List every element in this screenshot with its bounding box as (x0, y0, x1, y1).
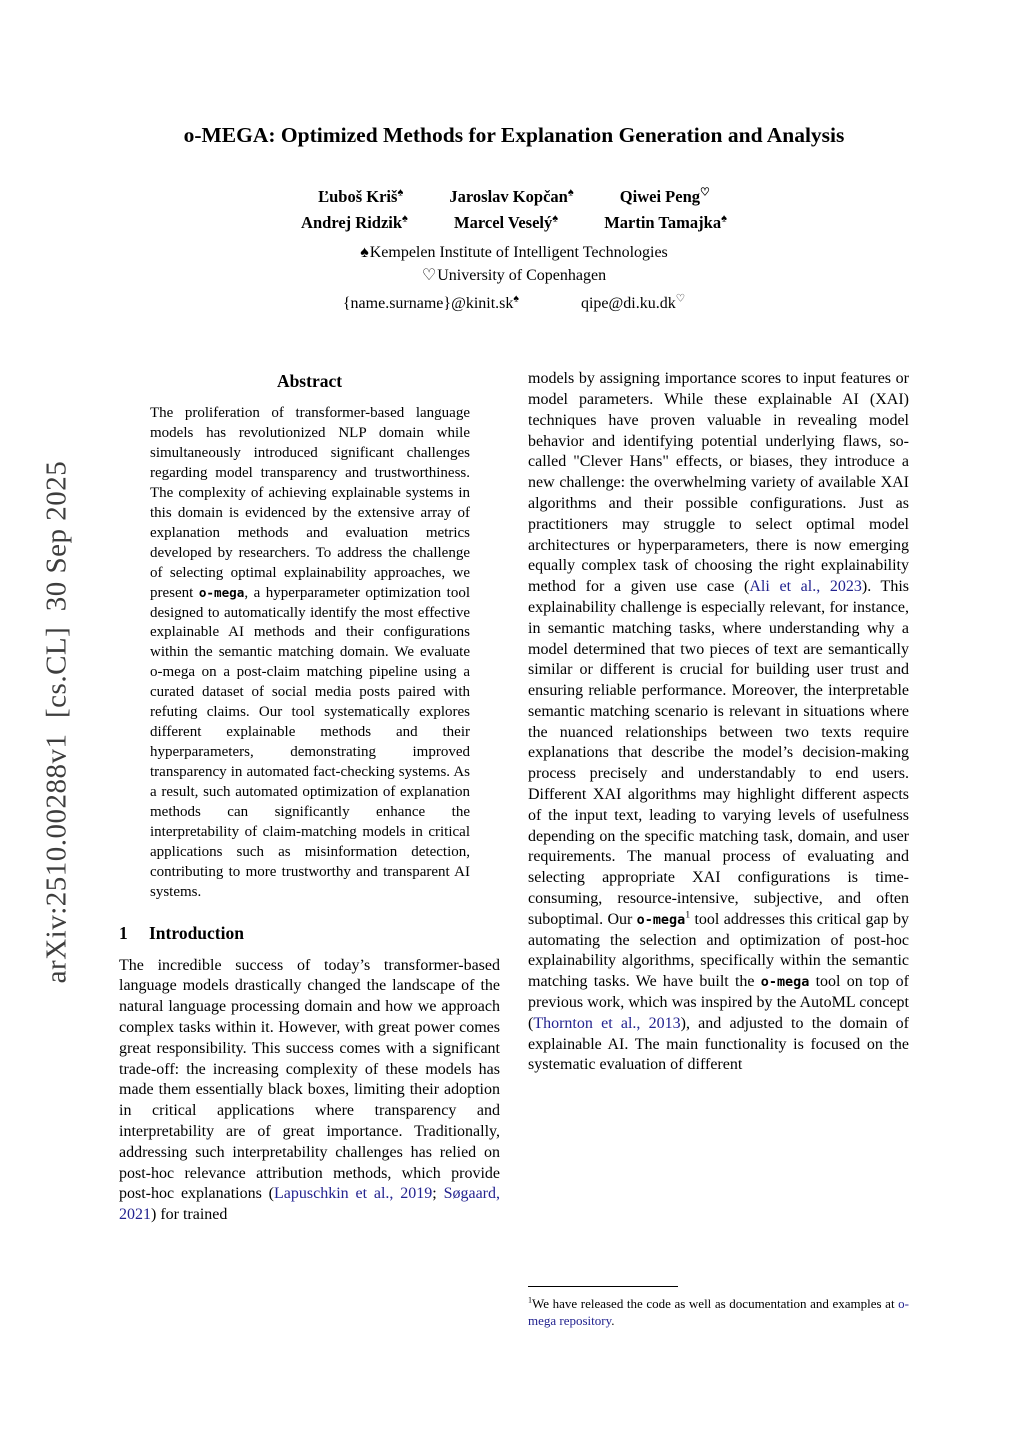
tool-name-mono: o-mega (636, 912, 686, 928)
affiliation-marker: ♠ (552, 212, 559, 225)
paper-title: o-MEGA: Optimized Methods for Explanation Generation and Analysis (183, 123, 845, 147)
author-name (449, 187, 573, 206)
footnote-rule (528, 1286, 678, 1287)
footnote-marker: 1 (528, 1295, 533, 1305)
paragraph-text: , a hyperparameter optimization tool designed to automatically identify the most effective explainable AI methods and their configurations within the semantic matching domain. We evaluate o-mega on a post-claim matching pipeline using a curated dataset of social media posts paired with refuting claims. Our tool systematically explores different explainable methods and their hyperparameters, demonstrating improved transparency in automated fact-checking systems. As a result, such automated optimization of explanation methods can significantly enhance the interpretability of claim-matching models in critical applications such as misinformation detection, contributing to more trustworthy and transparent AI systems. (150, 584, 470, 900)
paragraph-text: ) for trained (151, 1206, 228, 1224)
left-column (119, 369, 500, 1329)
email-text: qipe@di.ku.dk (580, 295, 676, 313)
author-row-2 (119, 210, 909, 235)
heart-icon: ♡ (421, 267, 437, 285)
author-name (318, 187, 403, 206)
affiliation-marker: ♠ (397, 186, 404, 199)
paragraph-text: We have released the code as well as documentation and examples at (532, 1295, 899, 1311)
spade-icon: ♠ (360, 244, 369, 262)
paragraph-text: . (611, 1312, 615, 1328)
two-column-body (119, 369, 909, 1329)
author-text: Marcel Veselý (454, 212, 553, 232)
affiliation-marker: ♠ (721, 212, 727, 225)
tool-name-mono: o-mega (198, 584, 245, 600)
affiliation-copenhagen (119, 265, 909, 288)
author-name (301, 213, 408, 232)
citation-link[interactable]: Søgaard, 2021 (119, 1185, 500, 1224)
right-column (528, 369, 909, 1329)
affiliation-block (119, 242, 909, 287)
section-heading-introduction (119, 923, 500, 944)
email-text: {name.surname}@kinit.sk (342, 295, 514, 313)
author-name (604, 213, 727, 232)
footnote-marker: 1 (685, 909, 691, 921)
citation-link[interactable]: Thornton et al., 2013 (533, 1014, 681, 1032)
author-name (454, 213, 558, 232)
emails-line (119, 293, 909, 313)
paragraph-text: ), and adjusted to the domain of explainable AI. The main functionality is focused on the systematic evaluation of different (528, 1014, 909, 1074)
citation-link[interactable]: Lapuschkin et al., 2019 (273, 1185, 433, 1203)
affiliation-text: Kempelen Institute of Intelligent Technologies (369, 244, 668, 262)
paragraph-text: tool addresses this critical gap by automating the selection and optimization of post-hoc explainability algorithms, specifically within the semantic matching tasks. We have built the (528, 910, 909, 991)
author-row-1 (119, 185, 909, 210)
abstract-body (150, 404, 470, 902)
intro-paragraph-right (528, 369, 909, 1076)
paper-content (119, 122, 909, 1329)
paragraph-text: ; (432, 1185, 444, 1203)
author-block (119, 185, 909, 236)
affiliation-marker: ♠ (402, 212, 408, 225)
affiliation-marker: ♠ (513, 293, 519, 305)
author-text: Ľuboš Kriš (318, 187, 398, 207)
affiliation-marker: ♡ (675, 293, 686, 305)
author-name (620, 187, 710, 206)
intro-paragraph-left (119, 956, 500, 1226)
section-number: 1 (119, 922, 128, 943)
author-text: Jaroslav Kopčan (449, 187, 568, 207)
paragraph-text: The proliferation of transformer-based language models has revolutionized NLP domain while simultaneously introduced significant challenges regarding model transparency and trustworthiness. The complexity of achieving explainable systems in this domain is evidenced by the extensive array of explanation methods and evaluation metrics developed by researchers. To address the challenge of selecting optimal explainability approaches, we present (150, 405, 470, 601)
paragraph-text: models by assigning importance scores to input features or model parameters. While these explainable AI (XAI) techniques have proven valuable in revealing model behavior and identifying potential underlying flaws, so-called "Clever Hans" effects, or biases, they introduce a new challenge: the overwhelming variety of available XAI algorithms and their possible configurations. Just as practitioners may struggle to select optimal model architectures or hyperparameters, there is now emerging equally complex task of choosing the right explainability method for a given use case ( (528, 370, 909, 596)
citation-link[interactable]: Ali et al., 2023 (749, 578, 862, 596)
affiliation-text: University of Copenhagen (437, 267, 607, 285)
author-text: Andrej Ridzik (301, 212, 403, 232)
author-text: Qiwei Peng (619, 187, 700, 207)
section-title: Introduction (149, 922, 244, 943)
footnote-block (528, 1286, 909, 1329)
email-copenhagen (581, 295, 685, 312)
abstract-heading: Abstract (276, 371, 343, 392)
tool-name-mono: o-mega (760, 975, 810, 991)
paragraph-text: The incredible success of today’s transformer-based language models drastically changed the landscape of the natural language processing domain and how we approach complex tasks within it. However, with great power comes great responsibility. This success comes with a significant trade-off: the increasing complexity of these models has made them essentially black boxes, limiting their adoption in critical applications where transparency and interpretability are of great importance. Traditionally, addressing such interpretability challenges has relied on post-hoc relevance attribution methods, which provide post-hoc explanations ( (119, 956, 500, 1203)
email-kinit (343, 295, 519, 312)
paragraph-text: tool on top of previous work, which was inspired by the AutoML concept ( (528, 973, 909, 1032)
affiliation-marker: ♡ (700, 186, 710, 199)
citation-link[interactable]: o-mega repository (528, 1295, 909, 1328)
affiliation-marker: ♠ (567, 186, 574, 199)
footnote-text (528, 1296, 909, 1328)
paragraph-text: ). This explainability challenge is especially relevant, for instance, in semantic matching tasks, where understanding why a model determined that two pieces of text are semantically similar or different is crucial for building user trust and ensuring reliable performance. Moreover, the interpretable semantic matching scenario is relevant in situations where the nuanced relationships between two texts require explanations that describe the model’s decision-making process precisely and understandably to end users. Different XAI algorithms may highlight different aspects of the input text, leading to varying levels of usefulness depending on the specific matching task, domain, and user requirements. The manual process of evaluating and selecting appropriate XAI configurations is time-consuming, resource-intensive, subjective, and often suboptimal. Our (528, 578, 909, 928)
arxiv-watermark: arXiv:2510.00288v1 [cs.CL] 30 Sep 2025 (40, 460, 73, 984)
author-text: Martin Tamajka (604, 212, 722, 232)
affiliation-kempelen (119, 242, 909, 265)
